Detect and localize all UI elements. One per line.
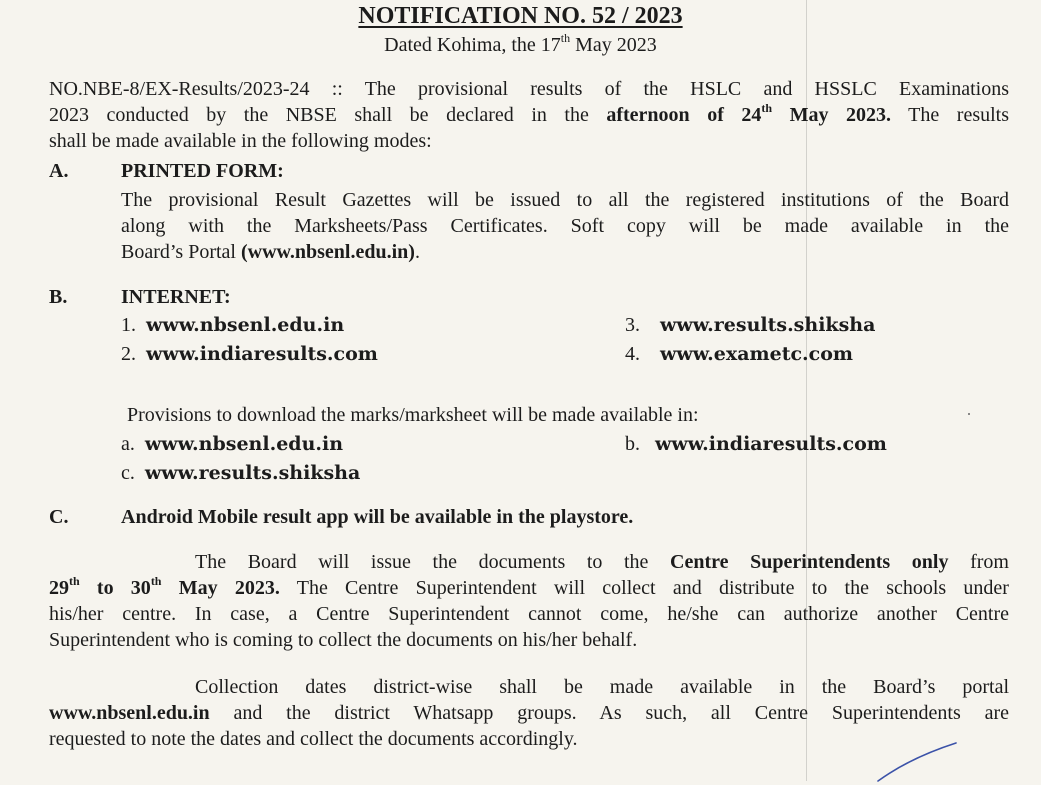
section-a-body: The provisional Result Gazettes will be issued to all the registered institutions of the Board along with the Marksheets/Pass Certificates. Soft copy will be made available in the Board’s Portal (www.nbsenl.edu.in). <box>121 189 1009 263</box>
download-site-a: a. www.nbsenl.edu.in <box>121 433 344 455</box>
section-c-letter: C. <box>49 506 69 528</box>
signature-stroke <box>870 735 980 785</box>
notification-date: Dated Kohima, the 17th May 2023 <box>384 31 657 56</box>
download-provision-text: Provisions to download the marks/marksheet will be made available in: <box>127 404 699 426</box>
download-site-c: c. www.results.shiksha <box>121 462 361 484</box>
internet-site-1: 1. www.nbsenl.edu.in <box>121 314 345 336</box>
internet-site-4: 4. www.exametc.com <box>625 343 853 365</box>
paper-speck <box>968 413 970 415</box>
collection-paragraph: Collection dates district-wise shall be made available in the Board’s portal www.nbsenl.edu.in and the district Whatsapp groups. As such, all Centre Superintendents are requested to note the dates and collect the documents accordingly. <box>49 676 1009 750</box>
intro-paragraph: NO.NBE-8/EX-Results/2023-24 :: The provisional results of the HSLC and HSSLC Examinations 2023 conducted by the NBSE shall be declared in the afternoon of 24th May 2023. The results shall be made available in the following modes: <box>49 78 1009 152</box>
section-a-heading: PRINTED FORM: <box>121 160 284 182</box>
section-a-letter: A. <box>49 160 69 182</box>
notification-title: NOTIFICATION NO. 52 / 2023 <box>358 3 683 29</box>
internet-site-3: 3. www.results.shiksha <box>625 314 876 336</box>
section-b-heading: INTERNET: <box>121 286 231 308</box>
section-c-heading: Android Mobile result app will be available in the playstore. <box>121 506 634 528</box>
download-site-b: b. www.indiaresults.com <box>625 433 887 455</box>
documents-paragraph: The Board will issue the documents to the Centre Superintendents only from 29th to 30th May 2023. The Centre Superintendent will collect and distribute to the schools under his/her centre. In case, a Centre Superintendent cannot come, he/she can authorize another Centre Superintendent who is coming to collect the documents on his/her behalf. <box>49 551 1009 651</box>
section-b-letter: B. <box>49 286 68 308</box>
internet-site-2: 2. www.indiaresults.com <box>121 343 378 365</box>
